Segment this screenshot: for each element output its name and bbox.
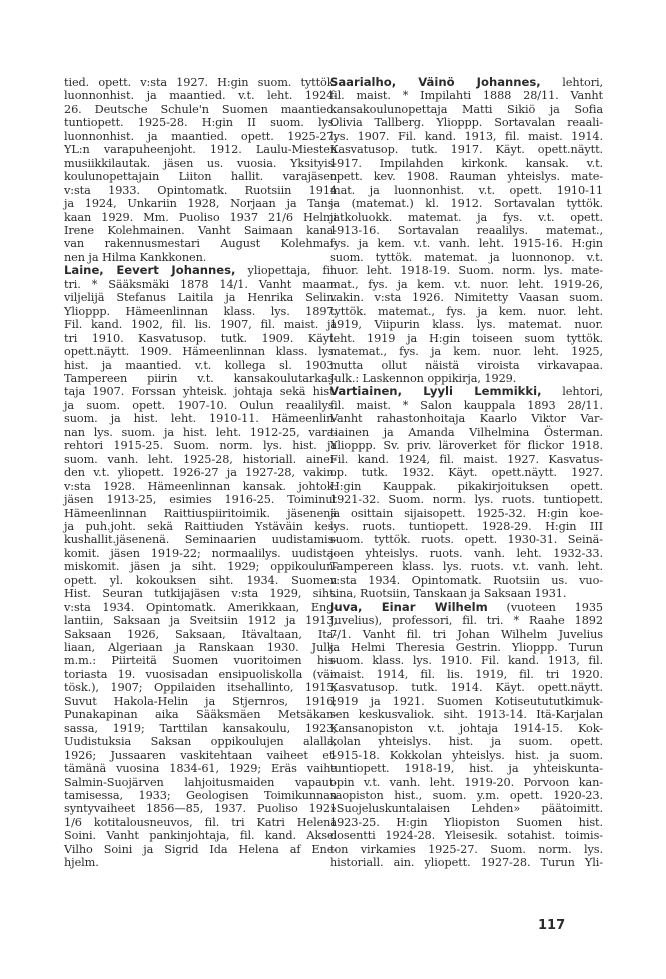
text-line: historiall. ain. yliopett. 1927-28. Turun Yli- bbox=[330, 856, 603, 870]
text-line: joen yhteislys. ruots. vanh. leht. 1932-33. bbox=[330, 546, 603, 560]
text-line: Salmin-Suojärven lahjoitusmaiden vapaut- bbox=[64, 775, 337, 789]
text-line: hist. ja maantied. v.t. kollega sl. 1903. bbox=[64, 358, 337, 372]
text-line: hjelm. bbox=[64, 856, 99, 870]
page-number: 117 bbox=[538, 918, 566, 933]
text-line: den v.t. yliopett. 1926-27 ja 1927-28, vakin. bbox=[64, 466, 337, 480]
text-line: Kasvatusop. tutk. 1917. Käyt. opett.näytt. bbox=[330, 143, 603, 157]
entry-name: Laine, Eevert Johannes, bbox=[64, 263, 236, 278]
text-line: kolan yhteislys. hist. ja suom. opett. bbox=[330, 735, 603, 749]
text-line: kushallit.jäsenenä. Seminaarien uudistamis- bbox=[64, 533, 337, 547]
right-text-column bbox=[330, 76, 603, 870]
text-line: nan lys. suom. ja hist. leht. 1912-25, vara- bbox=[64, 425, 337, 439]
entry-heading-line bbox=[330, 76, 603, 89]
text-line: koulunopettajain Liiton hallit. varajäsen bbox=[64, 170, 337, 184]
text-line: matemat., fys. ja kem. nuor. leht. 1925, bbox=[330, 345, 603, 359]
text-line: 1917. Impilahden kirkonk. kansak. v.t. bbox=[330, 156, 603, 170]
text-line: op. tutk. 1932. Käyt. opett.näytt. 1927. bbox=[330, 466, 603, 480]
entry-name: Juva, Einar Wilhelm bbox=[330, 599, 488, 614]
text-line: v:sta 1928. Hämeenlinnan kansak. johtok. bbox=[64, 479, 337, 493]
text-line: mat., fys. ja kem. v.t. nuor. leht. 1919-26, bbox=[330, 277, 603, 291]
text-line: ja 1924, Unkariin 1928, Norjaan ja Tans- bbox=[64, 197, 337, 211]
text-line: 1915-18. Kokkolan yhteislys. hist. ja suom. bbox=[330, 748, 603, 762]
text-line: viljelijä Stefanus Laitila ja Henrika Selin. bbox=[64, 291, 337, 305]
text-line: mutta ollut näistä viroista virkavapaa. bbox=[330, 358, 603, 372]
text-line: suom. tyttök. matemat. ja luonnonop. v.t. bbox=[330, 250, 603, 264]
text-line: v:sta 1934. Opintomatk. Ruotsiin us. vuo- bbox=[330, 573, 603, 587]
text-line: luonnonhist. ja maantied. opett. 1925-27. bbox=[64, 129, 337, 143]
text-line: opett.näytt. 1909. Hämeenlinnan klass. lys. bbox=[64, 345, 337, 359]
text-line: ja suom. opett. 1907-10. Oulun reaalilys. bbox=[64, 398, 337, 412]
text-line: suom. klass. lys. 1910. Fil. kand. 1913, fil. bbox=[330, 654, 603, 668]
text-line: Tampereen piirin v.t. kansakoulutarkas- bbox=[64, 371, 337, 385]
text-line: Fil. kand. 1902, fil. lis. 1907, fil. maist. ja bbox=[64, 318, 337, 332]
text-line: Uudistuksia Saksan oppikoulujen alalla, bbox=[64, 735, 337, 749]
text-line: lantiin, Saksaan ja Sveitsiin 1912 ja 1913, bbox=[64, 614, 337, 628]
text-line: Fil. kand. 1924, fil. maist. 1927. Kasvatus- bbox=[330, 452, 603, 466]
text-line: Kansanopiston v.t. johtaja 1914-15. Kok- bbox=[330, 721, 603, 735]
text-line: Ylioppp. Sv. priv. läroverket för flickor 1918. bbox=[330, 439, 603, 453]
text-line: Irene Kolehmainen. Vanht Saimaan kana- bbox=[64, 223, 337, 237]
text-line: Ylioppp. Hämeenlinnan klass. lys. 1897. bbox=[64, 304, 337, 318]
entry-name: Vartiainen, Lyyli Lemmikki, bbox=[330, 384, 542, 399]
text-line: ton virkamies 1925-27. Suom. norm. lys. bbox=[330, 842, 603, 856]
text-line: tämänä vuosina 1834-61, 1929; Eräs vaihe bbox=[64, 762, 337, 776]
text-line: 1919, Viipurin klass. lys. matemat. nuor. bbox=[330, 318, 603, 332]
text-line: Soini. Vanht pankinjohtaja, fil. kand. Aksel bbox=[64, 829, 337, 843]
text-line: Olivia Tallberg. Ylioppp. Sortavalan reaali- bbox=[330, 116, 603, 130]
text-line: Hist. Seuran tutkijajäsen v:sta 1929, siht. bbox=[64, 587, 337, 601]
text-line: saopiston hist., suom. y.m. opett. 1920-23. bbox=[330, 789, 603, 803]
text-line: m.m.: Piirteitä Suomen vuoritoimen his- bbox=[64, 654, 337, 668]
text-line: 1923-25. H:gin Yliopiston Suomen hist. bbox=[330, 815, 603, 829]
text-line: rehtori 1915-25. Suom. norm. lys. hist. ja bbox=[64, 439, 337, 453]
text-line: Saksaan 1926, Saksaan, Itävaltaan, Ita- bbox=[64, 627, 337, 641]
text-line: sassa, 1919; Tarttilan kansakoulu, 1923; bbox=[64, 721, 337, 735]
text-line: Kasvatusop. tutk. 1914. Käyt. opett.näytt. bbox=[330, 681, 603, 695]
text-line: lys. ruots. tuntiopett. 1928-29. H:gin III bbox=[330, 519, 603, 533]
text-line: 1/6 kotitalousneuvos, fil. tri Katri Helena bbox=[64, 815, 337, 829]
text-line: lys. 1907. Fil. kand. 1913, fil. maist. 1914. bbox=[330, 129, 603, 143]
text-line: 1926; Jussaaren vaskitehtaan vaiheet et- bbox=[64, 748, 337, 762]
text-line: jäsen 1913-25, esimies 1916-25. Toiminut bbox=[64, 493, 337, 507]
text-line: Juvelius), professori, fil. tri. * Raahe 1892 bbox=[330, 614, 603, 628]
text-line: 26. Deutsche Schule'n Suomen maantied. bbox=[64, 102, 337, 116]
text-line: maist. 1914, fil. lis. 1919, fil. tri 1920. bbox=[330, 667, 603, 681]
text-line: suom. ja hist. leht. 1910-11. Hämeenlin- bbox=[64, 412, 337, 426]
text-line: suom. vanh. leht. 1925-28, historiall. ainei- bbox=[64, 452, 337, 466]
text-line: kansakoulunopettaja Matti Sikiö ja Sofia bbox=[330, 102, 603, 116]
text-line: ja (matemat.) kl. 1912. Sortavalan tyttök. bbox=[330, 197, 603, 211]
text-line: liaan, Algeriaan ja Ranskaan 1930. Julk. bbox=[64, 641, 337, 655]
text-line: v:sta 1934. Opintomatk. Amerikkaan, Eng- bbox=[64, 600, 337, 614]
text-line: tuntiopett. 1918-19, hist. ja yhteiskunta- bbox=[330, 762, 603, 776]
text-line: fil. maist. * Salon kauppala 1893 28/11. bbox=[330, 398, 603, 412]
text-line: vakin. v:sta 1926. Nimitetty Vaasan suom. bbox=[330, 291, 603, 305]
text-line: Julk.: Laskennon oppikirja, 1929. bbox=[330, 371, 517, 385]
left-text-column bbox=[64, 76, 337, 870]
text-line: fys. ja kem. v.t. vanh. leht. 1915-16. H:gin bbox=[330, 237, 603, 251]
text-line: Hämeenlinnan Raittiuspiiritoimik. jäsenenä bbox=[64, 506, 337, 520]
text-line: syntyvaiheet 1856—85, 1937. Puoliso 1921 bbox=[64, 802, 337, 816]
text-line: Vilho Soini ja Sigrid Ida Helena af Ene- bbox=[64, 842, 337, 856]
text-line: opin v.t. vanh. leht. 1919-20. Porvoon kan- bbox=[330, 775, 603, 789]
text-line: »Suojeluskuntalaisen Lehden» päätoimitt. bbox=[330, 802, 603, 816]
text-line: 1913-16. Sortavalan reaalilys. matemat., bbox=[330, 223, 603, 237]
text-line: YL:n varapuheenjoht. 1912. Laulu-Miesten bbox=[64, 143, 337, 157]
text-line: van rakennusmestari August Kolehmai- bbox=[64, 237, 337, 251]
entry-heading-line bbox=[330, 601, 603, 614]
entry-title: (vuoteen 1935 bbox=[487, 600, 603, 614]
text-line: miskomit. jäsen ja siht. 1929; oppikoulun- bbox=[64, 560, 337, 574]
text-line: musiikkilautak. jäsen us. vuosia. Yksityis- bbox=[64, 156, 337, 170]
text-line: nen ja Hilma Kankkonen. bbox=[64, 250, 207, 264]
text-line: dosentti 1924-28. Yleisesik. sotahist. toimis- bbox=[330, 829, 603, 843]
entry-heading-line bbox=[64, 264, 337, 277]
text-line: ja osittain sijaisopett. 1925-32. H:gin koe- bbox=[330, 506, 603, 520]
text-line: tuntiopett. 1925-28. H:gin II suom. lys. bbox=[64, 116, 337, 130]
entry-title: lehtori, bbox=[541, 385, 603, 399]
text-line: ja Helmi Theresia Gestrin. Ylioppp. Turun bbox=[330, 641, 603, 655]
text-line: 1921-32. Suom. norm. lys. ruots. tuntiopett. bbox=[330, 493, 603, 507]
text-line: opett. kev. 1908. Rauman yhteislys. mate- bbox=[330, 170, 603, 184]
text-line: jatkoluokk. matemat. ja fys. v.t. opett. bbox=[330, 210, 603, 224]
text-line: tri 1910. Kasvatusop. tutk. 1909. Käyt. bbox=[64, 331, 337, 345]
text-line: suom. tyttök. ruots. opett. 1930-31. Seinä- bbox=[330, 533, 603, 547]
text-line: ja puh.joht. sekä Raittiuden Ystäväin kes- bbox=[64, 519, 337, 533]
entry-title: yliopettaja, fil. bbox=[235, 264, 337, 278]
text-line: sen keskusvaliok. siht. 1913-14. Itä-Karjalan bbox=[330, 708, 603, 722]
text-line: Punakapinan aika Sääksmäen Metsäkan- bbox=[64, 708, 337, 722]
text-line: leht. 1919 ja H:gin toiseen suom tyttök. bbox=[330, 331, 603, 345]
text-line: luonnonhist. ja maantied. v.t. leht. 1924- bbox=[64, 89, 337, 103]
text-line: sina, Ruotsiin, Tanskaan ja Saksaan 1931. bbox=[330, 587, 567, 601]
text-line: Tampereen klass. lys. ruots. v.t. vanh. leht. bbox=[330, 560, 603, 574]
text-line: 7/1. Vanht fil. tri Johan Wilhelm Juvelius bbox=[330, 627, 603, 641]
text-line: tamisessa, 1933; Geologisen Toimikunnan bbox=[64, 789, 337, 803]
entry-heading-line bbox=[330, 385, 603, 398]
entry-title: lehtori, bbox=[540, 76, 603, 89]
text-line: komit. jäsen 1919-22; normaalilys. uudista- bbox=[64, 546, 337, 560]
text-line: Suvut Hakola-Helin ja Stjernros, 1916; bbox=[64, 694, 337, 708]
text-line: opett. yl. kokouksen siht. 1934. Suomen bbox=[64, 573, 337, 587]
text-line: kaan 1929. Mm. Puoliso 1937 21/6 Helmi bbox=[64, 210, 337, 224]
text-line: toriasta 19. vuosisadan ensipuoliskolla (väi- bbox=[64, 667, 337, 681]
text-line: tyttök. matemat., fys. ja kem. nuor. leht. bbox=[330, 304, 603, 318]
entry-name: Saarialho, Väinö Johannes, bbox=[330, 75, 541, 89]
text-line: fil. maist. * Impilahti 1888 28/11. Vanht bbox=[330, 89, 603, 103]
text-line: tiainen ja Amanda Vilhelmina Österman. bbox=[330, 425, 603, 439]
text-line: tied. opett. v:sta 1927. H:gin suom. tyttök. bbox=[64, 76, 337, 89]
text-line: mat. ja luonnonhist. v.t. opett. 1910-11 bbox=[330, 183, 603, 197]
text-line: taja 1907. Forssan yhteisk. johtaja sekä hist. bbox=[64, 385, 337, 399]
text-line: H:gin Kauppak. pikakirjoituksen opett. bbox=[330, 479, 603, 493]
text-line: 1919 ja 1921. Suomen Kotiseutututkimuk- bbox=[330, 694, 603, 708]
text-line: nuor. leht. 1918-19. Suom. norm. lys. mate- bbox=[330, 264, 603, 278]
text-line: Vanht rahastonhoitaja Kaarlo Viktor Var- bbox=[330, 412, 603, 426]
text-line: tösk.), 1907; Oppilaiden itsehallinto, 1915; bbox=[64, 681, 337, 695]
text-line: v:sta 1933. Opintomatk. Ruotsiin 1914 bbox=[64, 183, 337, 197]
text-line: tri. * Sääksmäki 1878 14/1. Vanht maan- bbox=[64, 277, 337, 291]
